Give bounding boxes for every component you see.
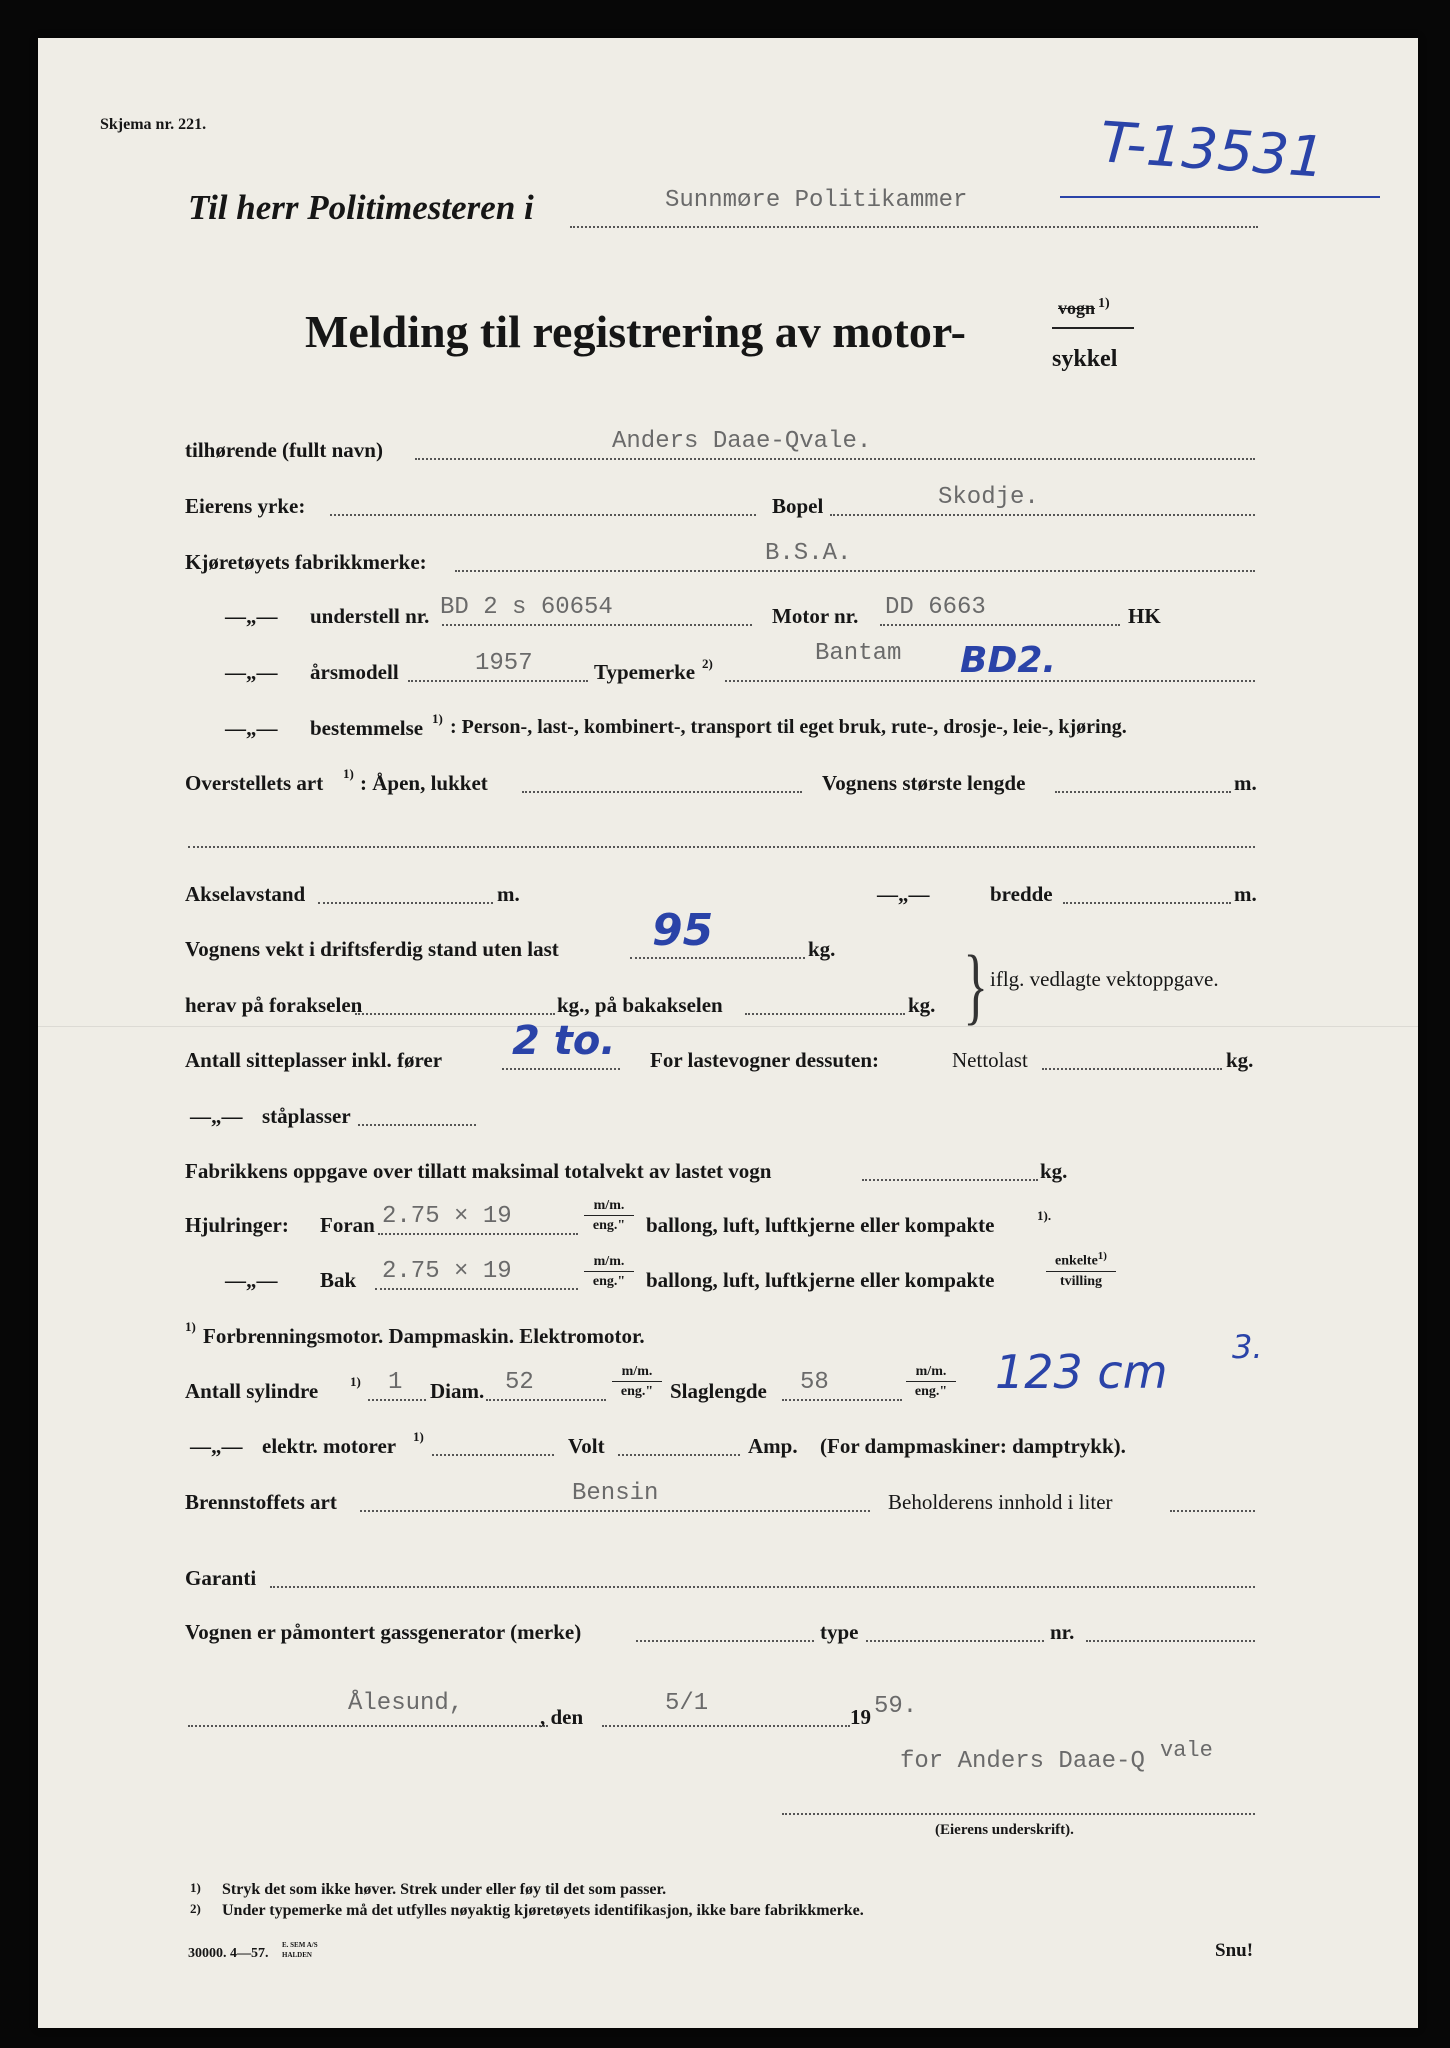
volt-label: Volt bbox=[568, 1434, 605, 1458]
displacement-exp: 3. bbox=[1232, 1328, 1263, 1366]
weight-note: iflg. vedlagte vektoppgave. bbox=[990, 967, 1219, 991]
model-year-value: 1957 bbox=[475, 650, 533, 677]
addressee-value: Sunnmøre Politikammer bbox=[665, 187, 968, 214]
stroke-value: 58 bbox=[800, 1369, 829, 1396]
type-handwritten: BD2. bbox=[960, 640, 1057, 681]
make-label: Kjøretøyets fabrikkmerke: bbox=[185, 550, 427, 574]
front-axle-label: herav på forakselen bbox=[185, 993, 363, 1017]
owner-label: tilhørende (fullt navn) bbox=[185, 438, 383, 462]
date-label: , den bbox=[540, 1705, 584, 1729]
fuel-label: Brennstoffets art bbox=[185, 1490, 337, 1514]
type-value: Bantam bbox=[815, 640, 902, 667]
amp-label: Amp. bbox=[748, 1434, 798, 1458]
weight-label: Vognens vekt i driftsferdig stand uten last bbox=[185, 937, 559, 961]
length-label: Vognens største lengde bbox=[822, 771, 1026, 795]
body-type-options: : Åpen, lukket bbox=[360, 771, 488, 795]
diam-label: Diam. bbox=[430, 1379, 485, 1403]
width-label: bredde bbox=[990, 882, 1053, 906]
residence-value: Skodje. bbox=[938, 484, 1039, 511]
year-value: 59. bbox=[874, 1693, 918, 1720]
addressee-label: Til herr Politimesteren i bbox=[188, 188, 534, 227]
tyres-rear-types: ballong, luft, luftkjerne eller kompakte bbox=[646, 1268, 995, 1292]
stamp-number: T-13531 bbox=[1098, 110, 1327, 191]
footnote-2: Under typemerke må det utfylles nøyaktig kjøretøyets identifikasjon, ikke bare fabrikkmerke. bbox=[222, 1902, 864, 1919]
tyres-rear-label: Bak bbox=[320, 1268, 357, 1292]
wheelbase-label: Akselavstand bbox=[185, 882, 306, 906]
print-info: 30000. 4—57. bbox=[188, 1946, 269, 1961]
tyres-rear-value: 2.75 × 19 bbox=[382, 1258, 512, 1285]
motor-label: Motor nr. bbox=[772, 604, 859, 628]
seats-label: Antall sitteplasser inkl. fører bbox=[185, 1048, 443, 1072]
tyres-front-label: Foran bbox=[320, 1213, 375, 1237]
chassis-value: BD 2 s 60654 bbox=[440, 594, 613, 621]
place-value: Ålesund, bbox=[348, 1690, 464, 1717]
weight-value: 95 bbox=[652, 905, 714, 956]
engine-types: Forbrenningsmotor. Dampmaskin. Elektromotor. bbox=[203, 1324, 645, 1348]
diam-value: 52 bbox=[505, 1369, 534, 1396]
displacement-value: 123 cm bbox=[995, 1345, 1168, 1399]
form-id: Skjema nr. 221. bbox=[100, 116, 207, 133]
tyres-front-value: 2.75 × 19 bbox=[382, 1203, 512, 1230]
purpose-text: : Person-, last-, kombinert-, transport til eget bruk, rute-, drosje-, leie-, kjøring. bbox=[450, 716, 1127, 738]
cylinders-label: Antall sylindre bbox=[185, 1379, 319, 1403]
guarantee-label: Garanti bbox=[185, 1566, 257, 1590]
weight-brace: } bbox=[963, 937, 989, 1033]
make-value: B.S.A. bbox=[765, 540, 852, 567]
truck-label: For lastevogner dessuten: bbox=[650, 1048, 880, 1072]
signature-value: for Anders Daae-Q bbox=[900, 1748, 1145, 1775]
signature-label: (Eierens underskrift). bbox=[935, 1822, 1074, 1838]
motor-value: DD 6663 bbox=[885, 594, 986, 621]
title-option: sykkel bbox=[1052, 346, 1118, 372]
footnote-1: Stryk det som ikke høver. Strek under eller føy til det som passer. bbox=[222, 1881, 667, 1898]
signature-suffix: vale bbox=[1160, 1738, 1213, 1763]
max-weight-label: Fabrikkens oppgave over tillatt maksimal totalvekt av lastet vogn bbox=[185, 1159, 772, 1183]
netto-label: Nettolast bbox=[952, 1048, 1028, 1072]
tyres-rear-option: enkelte$^{1)}$ tvilling bbox=[1046, 1250, 1116, 1290]
type-label: Typemerke bbox=[594, 660, 696, 684]
electric-label: elektr. motorer bbox=[262, 1434, 397, 1458]
date-value: 5/1 bbox=[665, 1690, 709, 1717]
title-struck-option: vogn bbox=[1058, 298, 1096, 318]
rear-axle-label: kg., på bakakselen bbox=[557, 993, 723, 1017]
tyres-front-types: ballong, luft, luftkjerne eller kompakte bbox=[646, 1213, 995, 1237]
turn-over: Snu! bbox=[1215, 1940, 1254, 1961]
gas-generator-label: Vognen er påmontert gassgenerator (merke) bbox=[185, 1620, 582, 1644]
body-type-label: Overstellets art bbox=[185, 771, 324, 795]
stroke-label: Slaglengde bbox=[670, 1379, 767, 1403]
steam-note: (For dampmaskiner: damptrykk). bbox=[820, 1434, 1126, 1458]
seats-value: 2 to. bbox=[512, 1018, 616, 1064]
gas-nr-label: nr. bbox=[1050, 1620, 1075, 1644]
owner-value: Anders Daae-Qvale. bbox=[612, 428, 872, 455]
gas-type-label: type bbox=[820, 1620, 859, 1644]
occupation-label: Eierens yrke: bbox=[185, 494, 306, 518]
fuel-value: Bensin bbox=[572, 1480, 659, 1507]
tyres-label: Hjulringer: bbox=[185, 1213, 289, 1237]
title-main: Melding til registrering av motor- bbox=[305, 306, 966, 357]
cylinders-value: 1 bbox=[388, 1369, 403, 1396]
chassis-label: understell nr. bbox=[310, 604, 430, 628]
fold-line bbox=[38, 1026, 1418, 1027]
stamp-underline bbox=[1060, 196, 1380, 198]
model-year-label: årsmodell bbox=[310, 660, 399, 684]
tank-label: Beholderens innhold i liter bbox=[888, 1490, 1113, 1514]
standing-label: ståplasser bbox=[262, 1104, 351, 1128]
residence-label: Bopel bbox=[772, 494, 824, 518]
purpose-label: bestemmelse bbox=[310, 716, 424, 740]
